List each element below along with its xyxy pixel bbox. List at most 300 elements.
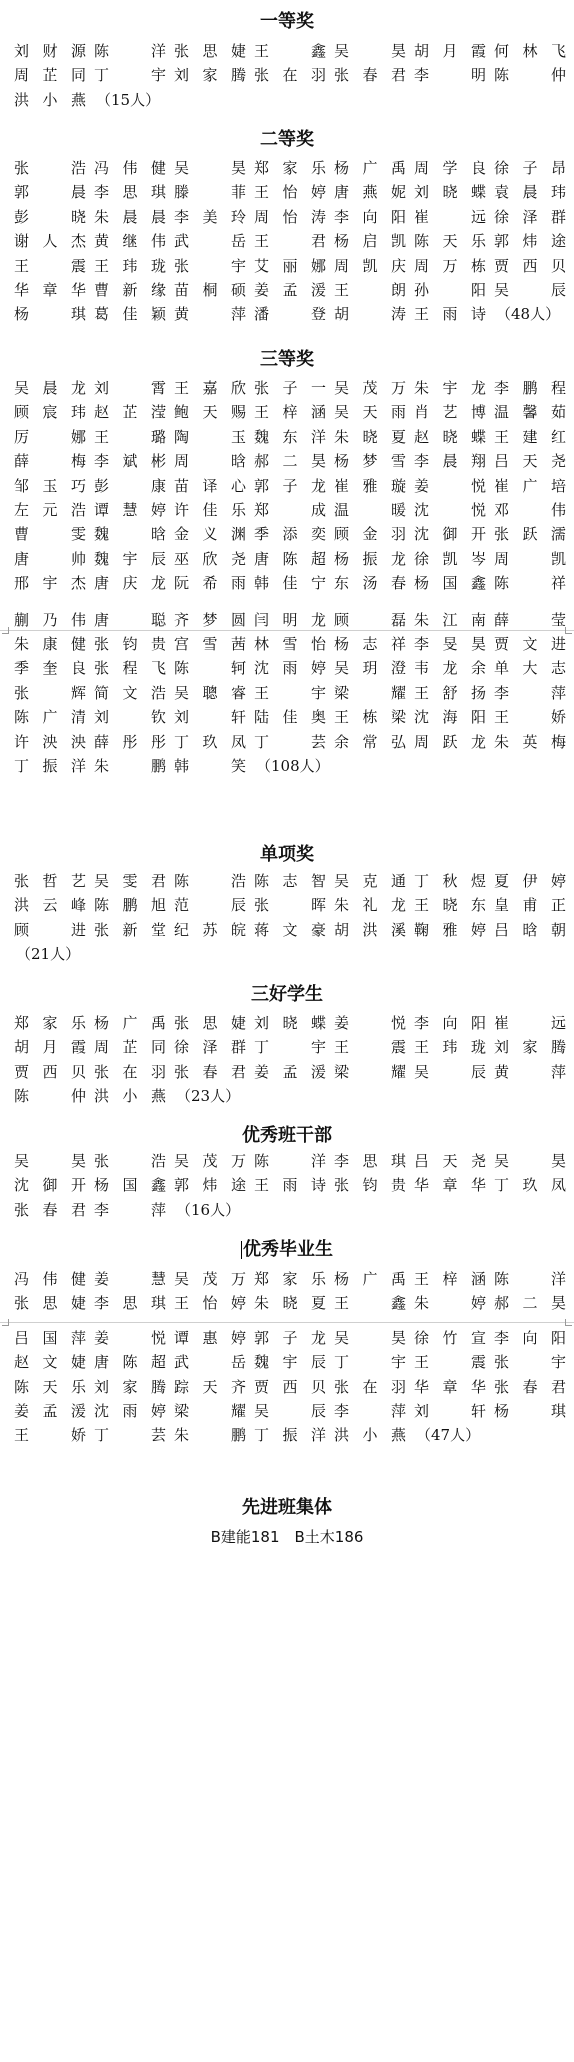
student-name: 韩佳宁 [254,574,326,593]
student-name: 韩 笑 [174,757,246,775]
student-name: 崔 远 [414,207,486,226]
student-name: 肖艺博 [414,403,486,422]
student-name: 朱晓夏 [334,427,406,446]
student-name: 刘家腾 [94,1377,166,1396]
student-name: 王雨诗 [414,305,486,324]
student-name: 梁 耀 [174,1402,246,1420]
student-name: 黄继伟 [94,232,166,251]
student-name: 韦龙余 [414,659,486,678]
student-name: 周怡涛 [254,207,326,226]
student-name: 黄 萍 [174,305,246,324]
single-award-title [0,845,574,865]
student-name: 郝二昊 [254,452,326,471]
student-name: 李鹏程 [494,379,566,397]
page-break-line [0,1322,574,1323]
student-name: 吴 辰 [254,1402,326,1420]
second-prize-row [0,279,574,301]
second-prize-row [0,157,574,179]
student-name: 胡洪溪 [334,920,406,939]
third-prize-row [0,548,574,570]
student-name: 朱 鹏 [174,1426,246,1445]
student-name: 张新堂 [94,920,166,939]
third-prize-row [0,450,574,472]
student-name: 王玮珑 [414,1038,486,1057]
third-prize-title-text: 三等奖 [260,349,314,370]
student-name: 沈 悦 [414,501,486,519]
student-name: 李 明 [414,66,486,85]
excellent-cadres-count: （16人） [176,1200,241,1219]
third-prize-row [0,731,574,753]
student-name: 徐凯岑 [414,549,486,568]
student-name: 贾西贝 [494,256,566,275]
student-name: 闫明龙 [254,610,326,629]
student-name: 徐竹宣 [414,1328,486,1347]
student-name: 沈雨婷 [94,1402,166,1420]
student-name: 武 岳 [174,1353,246,1372]
student-name: 李 萍 [494,683,566,702]
student-name: 王梓涵 [254,403,326,422]
excellent-graduates-title-text: 优秀毕业生 [243,1239,333,1260]
student-name: 吴 昊 [14,1152,86,1170]
student-name: 陈广清 [14,708,86,727]
student-name: 苗译心 [174,476,246,495]
first-prize-title-text: 一等奖 [260,11,314,32]
student-name: 陈天乐 [414,232,486,251]
excellent-graduates-row [0,1351,574,1373]
student-name: 朱 婷 [414,1294,486,1313]
student-name: 蒯乃伟 [14,610,86,629]
third-prize-row [0,657,574,679]
student-name: 贾文进 [494,635,566,653]
student-name: 朱宇龙 [414,379,486,397]
excellent-graduates-row [0,1424,494,1446]
student-name: 朱礼龙 [334,896,406,915]
excellent-graduates-row [0,1376,574,1398]
student-name: 陆佳奥 [254,708,326,727]
student-name: 张 宇 [174,256,246,275]
third-prize-row [0,633,574,655]
student-name: 刘家腾 [494,1038,566,1057]
excellent-graduates-row [0,1268,574,1290]
student-name: 陈天乐 [14,1377,86,1396]
student-name: 朱晓夏 [254,1294,326,1313]
student-name: 洪小燕 [94,1087,166,1106]
student-name: 顾 进 [14,920,86,939]
student-name: 郑家乐 [254,159,326,177]
student-name: 张程飞 [94,659,166,678]
third-prize-row [0,377,574,399]
third-prize-row [0,523,574,545]
student-name: 朱 鹏 [94,757,166,775]
student-name: 武 岳 [174,232,246,251]
student-name: 巫欣尧 [174,549,246,568]
excellent-graduates-count: （47人） [416,1426,481,1445]
student-name: 郭炜途 [174,1176,246,1195]
single-award-title-text: 单项奖 [260,844,314,865]
student-name: 杨国鑫 [414,574,486,593]
student-name: 李思琪 [334,1152,406,1170]
advanced-class-list: B建能181 B土木186 [210,1528,364,1546]
student-name: 吴玥澄 [334,659,406,678]
student-name: 厉 娜 [14,427,86,446]
student-name: 李晨翔 [414,452,486,471]
student-name: 张在羽 [334,1377,406,1396]
student-name: 季添奕 [254,525,326,544]
student-name: 刘 霄 [94,379,166,397]
student-name: 刘 钦 [94,708,166,727]
student-name: 李向阳 [494,1328,566,1347]
student-name: 王 震 [414,1353,486,1372]
merit-students-row [0,1036,574,1058]
advanced-class-title-text: 先进班集体 [242,1497,332,1518]
third-prize-row [0,572,574,594]
student-name: 张思婕 [174,42,246,60]
student-name: 李美玲 [174,207,246,226]
student-name: 张在羽 [254,66,326,85]
student-name: 蒋文豪 [254,920,326,939]
student-name: 赵芷滢 [94,403,166,422]
third-prize-title [0,350,574,370]
student-name: 谭慧婷 [94,501,166,519]
merit-students-title-text: 三好学生 [251,984,323,1005]
student-name: 杨 琪 [14,305,86,324]
student-name: 顾 磊 [334,610,406,629]
third-prize-row [0,426,574,448]
student-name: 郑 成 [254,501,326,519]
student-name: 华章华 [414,1377,486,1396]
student-name: 姜 慧 [94,1270,166,1288]
student-name: 齐梦圆 [174,610,246,629]
student-name: 单大志 [494,659,566,678]
student-name: 洪小燕 [14,90,86,109]
student-name: 周 凯 [494,549,566,568]
student-name: 周学良 [414,159,486,177]
student-name: 刘家腾 [174,66,246,85]
student-name: 吴 昊 [334,42,406,60]
student-name: 苗桐硕 [174,281,246,299]
student-name: 唐庆龙 [94,574,166,593]
student-name: 周 晗 [174,452,246,471]
excellent-graduates-row [0,1292,574,1314]
student-name: 吕国萍 [14,1328,86,1347]
second-prize-row [0,303,574,325]
student-name: 陈 仲 [494,66,566,85]
student-name: 崔雅璇 [334,476,406,495]
student-name: 吴茂万 [174,1270,246,1288]
student-name: 魏东洋 [254,427,326,446]
student-name: 薛 莹 [494,610,566,629]
student-name: 金义渊 [174,525,246,544]
student-name: 王 鑫 [254,42,326,60]
student-name: 东汤春 [334,574,406,593]
student-name: 吴 辰 [414,1062,486,1081]
student-name: 王 君 [254,232,326,251]
student-name: 赵文婕 [14,1353,86,1372]
student-name: 魏宇辰 [94,549,166,568]
excellent-cadres-row [0,1174,574,1196]
student-name: 崔广培 [494,476,566,495]
merit-students-count: （23人） [176,1087,241,1106]
first-prize-row [0,64,574,86]
student-name: 阮希雨 [174,574,246,593]
student-name: 张春君 [494,1377,566,1396]
student-name: 曹新缘 [94,281,166,299]
student-name: 李思琪 [94,1294,166,1313]
student-name: 华章华 [414,1176,486,1195]
student-name: 吴茂万 [174,1152,246,1170]
student-name: 郑家乐 [254,1270,326,1288]
student-name: 彭 晓 [14,207,86,226]
student-name: 姜孟湲 [254,281,326,299]
student-name: 吴 昊 [334,1328,406,1347]
third-prize-row [0,499,574,521]
student-name: 张跃濡 [494,525,566,544]
student-name: 贾西贝 [254,1377,326,1396]
student-name: 魏 晗 [94,525,166,544]
student-name: 丁 宇 [334,1353,406,1372]
student-name: 杨振龙 [334,549,406,568]
student-name: 魏宇辰 [254,1353,326,1372]
student-name: 陈鹏旭 [94,896,166,915]
student-name: 丁玖凤 [494,1176,566,1195]
student-name: 杨广禹 [334,159,406,177]
second-prize-title-text: 二等奖 [260,129,314,150]
student-name: 张春君 [174,1062,246,1081]
student-name: 唐 聪 [94,610,166,629]
student-name: 丁 宇 [254,1038,326,1057]
student-name: 朱康健 [14,635,86,653]
third-prize-count: （108人） [256,757,330,775]
single-award-row [0,870,574,892]
student-name: 唐 帅 [14,549,86,568]
student-name: 王栋梁 [334,708,406,727]
student-name: 吴 昊 [494,1152,566,1170]
student-name: 张思婕 [174,1014,246,1032]
student-name: 张子一 [254,379,326,397]
student-name: 杨广禹 [94,1014,166,1032]
student-name: 曹 雯 [14,525,86,544]
excellent-cadres-title-text: 优秀班干部 [242,1125,332,1146]
student-name: 李 萍 [94,1200,166,1219]
student-name: 王雨诗 [254,1176,326,1195]
student-name: 吕天尧 [494,452,566,471]
student-name: 王 震 [14,256,86,275]
student-name: 丁 宇 [94,66,166,85]
student-name: 胡月霞 [414,42,486,60]
student-name: 姜 悦 [334,1014,406,1032]
student-name: 王建红 [494,427,566,446]
third-prize-row [0,755,334,777]
student-name: 杨广禹 [334,1270,406,1288]
student-name: 吴 昊 [174,159,246,177]
student-name: 李 萍 [334,1402,406,1420]
student-name: 王梓涵 [414,1270,486,1288]
student-name: 李向阳 [414,1014,486,1032]
student-name: 葛佳颖 [94,305,166,324]
excellent-graduates-row [0,1400,574,1422]
student-name: 陈 祥 [494,574,566,593]
student-name: 梁 耀 [334,683,406,702]
student-name: 张在羽 [94,1062,166,1081]
student-name: 梁 耀 [334,1062,406,1081]
student-name: 丁 芸 [94,1426,166,1445]
student-name: 踪天齐 [174,1377,246,1396]
student-name: 杨启凯 [334,232,406,251]
student-name: 林雪怡 [254,635,326,653]
student-name: 范 辰 [174,896,246,915]
student-name: 简文浩 [94,683,166,702]
student-name: 薛 梅 [14,452,86,471]
excellent-graduates-title [0,1240,574,1260]
student-name: 王 鑫 [334,1294,406,1313]
third-prize-row [0,401,574,423]
merit-students-row [0,1012,574,1034]
student-name: 许泱泱 [14,732,86,751]
student-name: 邓 伟 [494,501,566,519]
third-prize-row [0,682,574,704]
student-name: 潘 登 [254,305,326,324]
student-name: 张钧贵 [94,635,166,653]
student-name: 艾丽娜 [254,256,326,275]
student-name: 周跃龙 [414,732,486,751]
student-name: 杨志祥 [334,635,406,653]
student-name: 徐子昂 [494,159,566,177]
student-name: 唐燕妮 [334,183,406,202]
student-name: 袁晨玮 [494,183,566,202]
second-prize-row [0,206,574,228]
student-name: 夏伊婷 [494,872,566,890]
student-name: 刘晓蝶 [254,1014,326,1032]
student-name: 陈志智 [254,872,326,890]
student-name: 吴茂万 [334,379,406,397]
second-prize-row [0,230,574,252]
student-name: 陈 浩 [174,872,246,890]
student-name: 王晓东 [414,896,486,915]
student-name: 李思琪 [94,183,166,202]
student-name: 许佳乐 [174,501,246,519]
student-name: 杨国鑫 [94,1176,166,1195]
student-name: 吴聰睿 [174,683,246,702]
student-name: 周芷同 [14,66,86,85]
student-name: 华章华 [14,281,86,299]
student-name: 王怡婷 [174,1294,246,1313]
student-name: 温 暖 [334,501,406,519]
student-name: 郭 晨 [14,183,86,202]
student-name: 陈 洋 [254,1152,326,1170]
student-name: 陈 洋 [494,1270,566,1288]
student-name: 丁振洋 [14,757,86,775]
student-name: 杨 琪 [494,1402,566,1420]
student-name: 谭惠婷 [174,1328,246,1347]
student-name: 赵晓蝶 [414,427,486,446]
student-name: 刘晓蝶 [414,183,486,202]
student-name: 冯伟健 [94,159,166,177]
second-prize-row [0,255,574,277]
student-name: 张 浩 [14,159,86,177]
student-name: 陶 玉 [174,427,246,446]
single-award-row [0,894,574,916]
student-name: 郑家乐 [14,1014,86,1032]
student-name: 冯伟健 [14,1270,86,1288]
student-name: 王 娇 [14,1426,86,1445]
student-name: 吴 辰 [494,281,566,299]
student-name: 姜孟湲 [14,1402,86,1420]
student-name: 邢宇杰 [14,574,86,593]
student-name: 吴雯君 [94,872,166,890]
student-name: 左元浩 [14,501,86,519]
first-prize-row [0,40,574,62]
student-name: 鲍天赐 [174,403,246,422]
student-name: 黄 萍 [494,1062,566,1081]
student-name: 孙 阳 [414,281,486,299]
student-name: 王 震 [334,1038,406,1057]
student-name: 张哲艺 [14,872,86,890]
student-name: 朱英梅 [494,732,566,751]
student-name: 宫雪茜 [174,635,246,653]
student-name: 刘 轩 [414,1402,486,1420]
student-name: 刘 轩 [174,708,246,727]
student-name: 王 宇 [254,683,326,702]
student-name: 郭炜途 [494,232,566,251]
student-name: 郭子龙 [254,1328,326,1347]
student-name: 姜孟湲 [254,1062,326,1081]
student-name: 崔 远 [494,1014,566,1032]
student-name: 张 辉 [14,683,86,702]
excellent-cadres-row [0,1150,574,1172]
student-name: 胡月霞 [14,1038,86,1057]
single-award-row [0,919,574,941]
student-name: 吴克通 [334,872,406,890]
student-name: 王 娇 [494,708,566,727]
second-prize-row [0,181,574,203]
student-name: 刘财源 [14,42,86,60]
merit-students-title [0,985,574,1005]
third-prize-row [0,609,574,631]
student-name: 郝二昊 [494,1294,566,1313]
student-name: 温馨茹 [494,403,566,422]
student-name: 沈雨婷 [254,659,326,678]
excellent-cadres-title [0,1126,574,1146]
student-name: 张 晖 [254,896,326,915]
student-name: 陈 轲 [174,659,246,678]
first-prize-title [0,12,574,32]
student-name: 朱江南 [414,610,486,629]
student-name: 张 浩 [94,1152,166,1170]
student-name: 王嘉欣 [174,379,246,397]
student-name: 邹玉巧 [14,476,86,495]
excellent-cadres-row [0,1199,254,1221]
student-name: 吕晗朝 [494,920,566,939]
student-name: 杨梦雪 [334,452,406,471]
first-prize-row [0,89,174,111]
text-cursor [241,1241,242,1259]
student-name: 王 璐 [94,427,166,446]
student-name: 丁振洋 [254,1426,326,1445]
student-name: 姜 悦 [94,1328,166,1347]
single-award-row [0,943,94,965]
single-award-count: （21人） [16,945,81,964]
student-name: 薛彤彤 [94,732,166,751]
student-name: 张春君 [14,1200,86,1219]
first-prize-count: （15人） [96,90,161,109]
student-name: 张春君 [334,66,406,85]
student-name: 贾西贝 [14,1062,86,1081]
student-name: 王舒扬 [414,683,486,702]
student-name: 滕 菲 [174,183,246,202]
student-name: 李向阳 [334,207,406,226]
student-name: 彭 康 [94,476,166,495]
student-name: 沈海阳 [414,708,486,727]
